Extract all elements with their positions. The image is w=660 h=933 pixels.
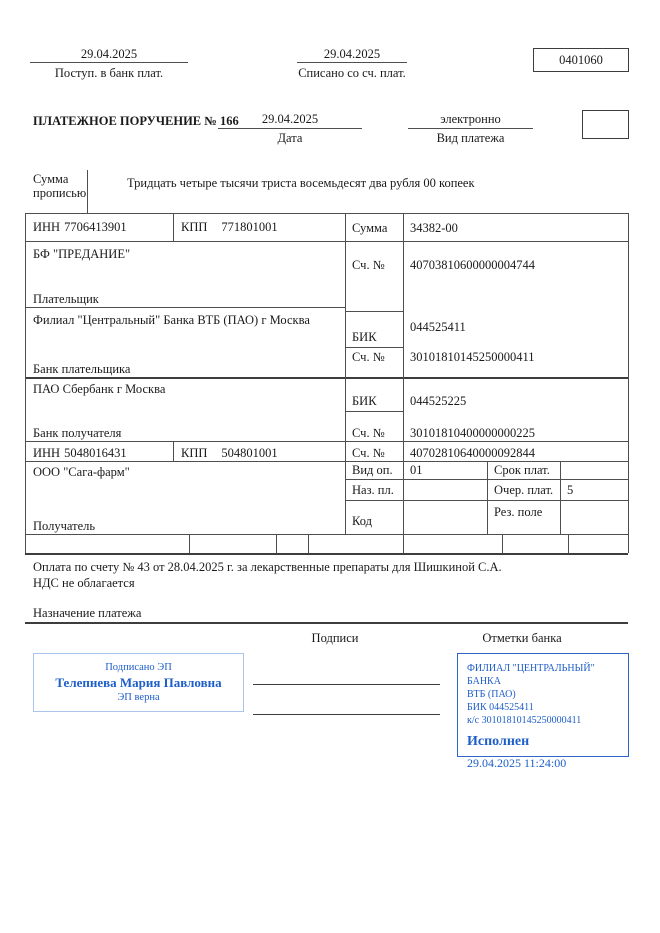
payee-inn: ИНН 5048016431 <box>33 446 127 460</box>
bank-stamp <box>457 653 629 770</box>
amount-words-label: Сумма прописью <box>33 172 87 200</box>
divider-line <box>25 377 628 379</box>
payee-bank-bik-label: БИК <box>352 394 377 408</box>
divider-line <box>25 213 628 214</box>
payer-kpp: КПП 771801001 <box>181 220 278 234</box>
payer-bank-bik: 044525411 <box>410 320 466 334</box>
amount-words: Тридцать четыре тысячи триста восемьдесят два рубля 00 копеек <box>127 176 475 190</box>
divider-line <box>218 128 362 129</box>
divider-line <box>25 441 628 442</box>
divider-line <box>345 347 403 348</box>
signature-line <box>253 684 440 685</box>
document-title: ПЛАТЕЖНОЕ ПОРУЧЕНИЕ № 166 <box>33 114 239 128</box>
payer-bank-account: 30101810145250000411 <box>410 350 535 364</box>
divider-line <box>487 461 488 534</box>
op-kind-value: 01 <box>410 463 423 477</box>
e-signature-box <box>33 653 244 712</box>
payer-bank-name: Филиал "Центральный" Банка ВТБ (ПАО) г Москва <box>33 313 310 327</box>
signature-valid-label: ЭП верна <box>117 691 160 703</box>
stamp-corr-account: к/с 30101810145250000411 <box>467 715 582 726</box>
divider-line <box>25 307 345 308</box>
purpose-line2: НДС не облагается <box>33 576 135 590</box>
divider-line <box>502 534 503 553</box>
divider-line <box>276 534 277 553</box>
payment-kind: электронно <box>440 112 501 126</box>
stamp-bank-name-line2: ВТБ (ПАО) <box>467 689 516 700</box>
payee-kpp: КПП 504801001 <box>181 446 278 460</box>
code-label: Код <box>352 514 372 528</box>
debited-date: 29.04.2025 <box>323 47 381 61</box>
bank-marks-heading: Отметки банка <box>482 631 562 645</box>
debited-date-label: Списано со сч. плат. <box>298 66 406 80</box>
payee-bank-bik: 044525225 <box>410 394 467 408</box>
divider-line <box>87 170 88 213</box>
status-code-box <box>582 110 629 139</box>
payer-bank-section-label: Банк плательщика <box>33 362 131 376</box>
divider-line <box>173 441 174 461</box>
payee-account: 40702810640000092844 <box>410 446 535 460</box>
payee-name: ООО "Сага-фарм" <box>33 465 130 479</box>
divider-line <box>189 534 190 553</box>
divider-line <box>568 534 569 553</box>
divider-line <box>30 62 188 63</box>
pay-term-label: Срок плат. <box>494 463 550 477</box>
divider-line <box>25 553 628 555</box>
received-date-label: Поступ. в банк плат. <box>54 66 164 80</box>
op-kind-label: Вид оп. <box>352 463 393 477</box>
res-field-label: Рез. поле <box>494 505 543 519</box>
payer-account: 40703810600000004744 <box>410 258 535 272</box>
payee-bank-name: ПАО Сбербанк г Москва <box>33 382 166 396</box>
payer-inn: ИНН 7706413901 <box>33 220 127 234</box>
divider-line <box>560 461 561 534</box>
payer-section-label: Плательщик <box>33 292 99 306</box>
payee-bank-account-label: Сч. № <box>352 426 385 440</box>
stamp-status: Исполнен <box>467 734 530 749</box>
divider-line <box>345 311 403 312</box>
signer-name: Телепнева Мария Павловна <box>55 674 222 690</box>
stamp-bik: БИК 044525411 <box>467 702 534 713</box>
signed-by-label: Подписано ЭП <box>105 661 172 673</box>
signatures-heading: Подписи <box>311 631 359 645</box>
payer-account-label: Сч. № <box>352 258 385 272</box>
payee-section-label: Получатель <box>33 519 96 533</box>
divider-line <box>25 241 628 242</box>
divider-line <box>297 62 407 63</box>
form-code: 0401060 <box>559 52 603 67</box>
payee-bank-account: 30101810400000000225 <box>410 426 535 440</box>
stamp-datetime: 29.04.2025 11:24:00 <box>467 756 567 770</box>
purpose-code-label: Наз. пл. <box>352 483 394 497</box>
priority-value: 5 <box>567 483 574 497</box>
stamp-bank-name-line1: ФИЛИАЛ "ЦЕНТРАЛЬНЫЙ" БАНКА <box>467 663 595 687</box>
divider-line <box>308 534 309 553</box>
doc-date: 29.04.2025 <box>261 112 319 126</box>
payee-bank-section-label: Банк получателя <box>33 426 122 440</box>
priority-label: Очер. плат. <box>494 483 554 497</box>
form-code-box <box>533 48 629 72</box>
signature-line <box>253 714 440 715</box>
divider-line <box>628 213 629 553</box>
purpose-section-label: Назначение платежа <box>33 606 142 620</box>
divider-line <box>173 213 174 241</box>
doc-date-label: Дата <box>277 131 303 145</box>
divider-line <box>345 213 346 534</box>
payer-bank-account-label: Сч. № <box>352 350 385 364</box>
divider-line <box>403 213 404 553</box>
payment-kind-label: Вид платежа <box>436 131 505 145</box>
purpose-line1: Оплата по счету № 43 от 28.04.2025 г. за лекарственные препараты для Шишкиной С.А. <box>33 560 502 574</box>
payer-name: БФ "ПРЕДАНИЕ" <box>33 247 131 261</box>
received-date: 29.04.2025 <box>80 47 138 61</box>
divider-line <box>25 622 628 624</box>
divider-line <box>408 128 533 129</box>
payee-account-label: Сч. № <box>352 446 385 460</box>
divider-line <box>25 213 26 553</box>
amount-field-label: Сумма <box>352 221 388 235</box>
divider-line <box>345 411 403 412</box>
divider-line <box>25 461 628 462</box>
divider-line <box>25 534 628 535</box>
amount-value: 34382-00 <box>410 221 458 235</box>
payer-bank-bik-label: БИК <box>352 330 377 344</box>
